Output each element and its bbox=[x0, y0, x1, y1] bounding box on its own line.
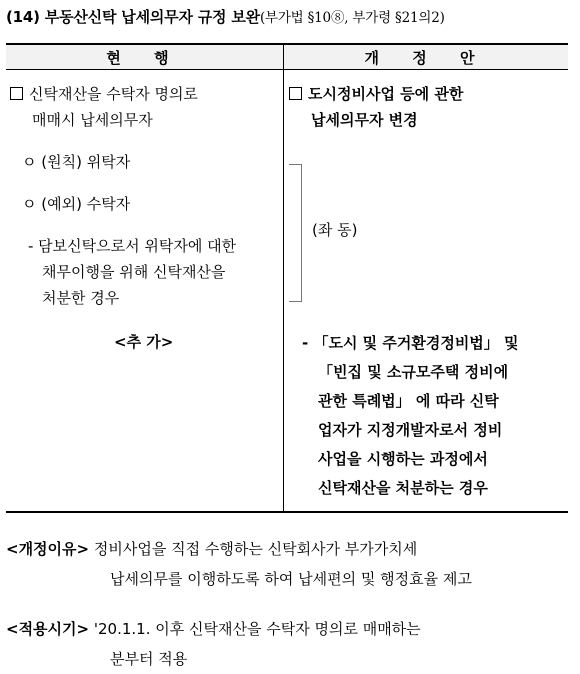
current-heading-line2: 매매시 납세의무자 bbox=[32, 111, 153, 129]
amended-new-line4: 업자가 지정개발자로서 정비 bbox=[318, 421, 503, 439]
amended-same-as-left: (좌 동) bbox=[312, 221, 358, 239]
current-added-placeholder: <추 가> bbox=[114, 333, 174, 351]
current-sub-line1: - 담보신탁으로서 위탁자에 대한 bbox=[28, 237, 237, 255]
apply-line2: 분부터 적용 bbox=[110, 650, 188, 668]
apply-line1: '20.1.1. 이후 신탁재산을 수탁자 명의로 매매하는 bbox=[93, 620, 421, 638]
title-reference: (부가법 §10⑧, 부가령 §21의2) bbox=[259, 10, 445, 26]
current-item-exception: ㅇ (예외) 수탁자 bbox=[22, 195, 131, 213]
title-main: (14) 부동산신탁 납세의무자 규정 보완 bbox=[6, 8, 260, 26]
comparison-table bbox=[6, 43, 568, 513]
reason-line1: 정비사업을 직접 수행하는 신탁회사가 부가가치세 bbox=[93, 540, 418, 558]
application-period bbox=[6, 614, 421, 674]
amended-new-line3: 관한 특례법」 에 따라 신탁 bbox=[318, 392, 499, 410]
apply-label: <적용시기> bbox=[6, 620, 90, 638]
checkbox-icon bbox=[10, 87, 23, 100]
amended-new-line2: 「빈집 및 소규모주택 정비에 bbox=[318, 363, 509, 381]
amended-heading-line1: 도시정비사업 등에 관한 bbox=[308, 85, 464, 103]
amended-new-item bbox=[302, 329, 519, 503]
amendment-reason bbox=[6, 534, 472, 594]
amended-new-line5: 사업을 시행하는 과정에서 bbox=[318, 450, 488, 468]
amended-heading bbox=[289, 81, 463, 133]
reason-label: <개정이유> bbox=[6, 540, 90, 558]
current-heading bbox=[10, 81, 198, 133]
header-amended: 개 정 안 bbox=[364, 49, 489, 67]
amended-heading-line2: 납세의무자 변경 bbox=[311, 111, 418, 129]
same-as-left-bracket bbox=[289, 164, 302, 302]
reason-line2: 납세의무를 이행하도록 하여 납세편의 및 행정효율 제고 bbox=[110, 570, 472, 588]
header-current: 현 행 bbox=[106, 49, 183, 67]
amended-new-line6: 신탁재산을 처분하는 경우 bbox=[318, 479, 488, 497]
current-sub-line3: 처분한 경우 bbox=[42, 289, 120, 307]
current-item-principle: ㅇ (원칙) 위탁자 bbox=[22, 153, 131, 171]
table-header bbox=[6, 45, 568, 70]
current-sub-item bbox=[28, 233, 236, 311]
page-title bbox=[6, 6, 445, 27]
checkbox-icon bbox=[289, 87, 302, 100]
current-heading-line1: 신탁재산을 수탁자 명의로 bbox=[29, 85, 198, 103]
amended-new-line1: - 「도시 및 주거환경정비법」 및 bbox=[302, 334, 519, 352]
current-sub-line2: 채무이행을 위해 신탁재산을 bbox=[42, 263, 226, 281]
column-divider bbox=[283, 45, 284, 511]
